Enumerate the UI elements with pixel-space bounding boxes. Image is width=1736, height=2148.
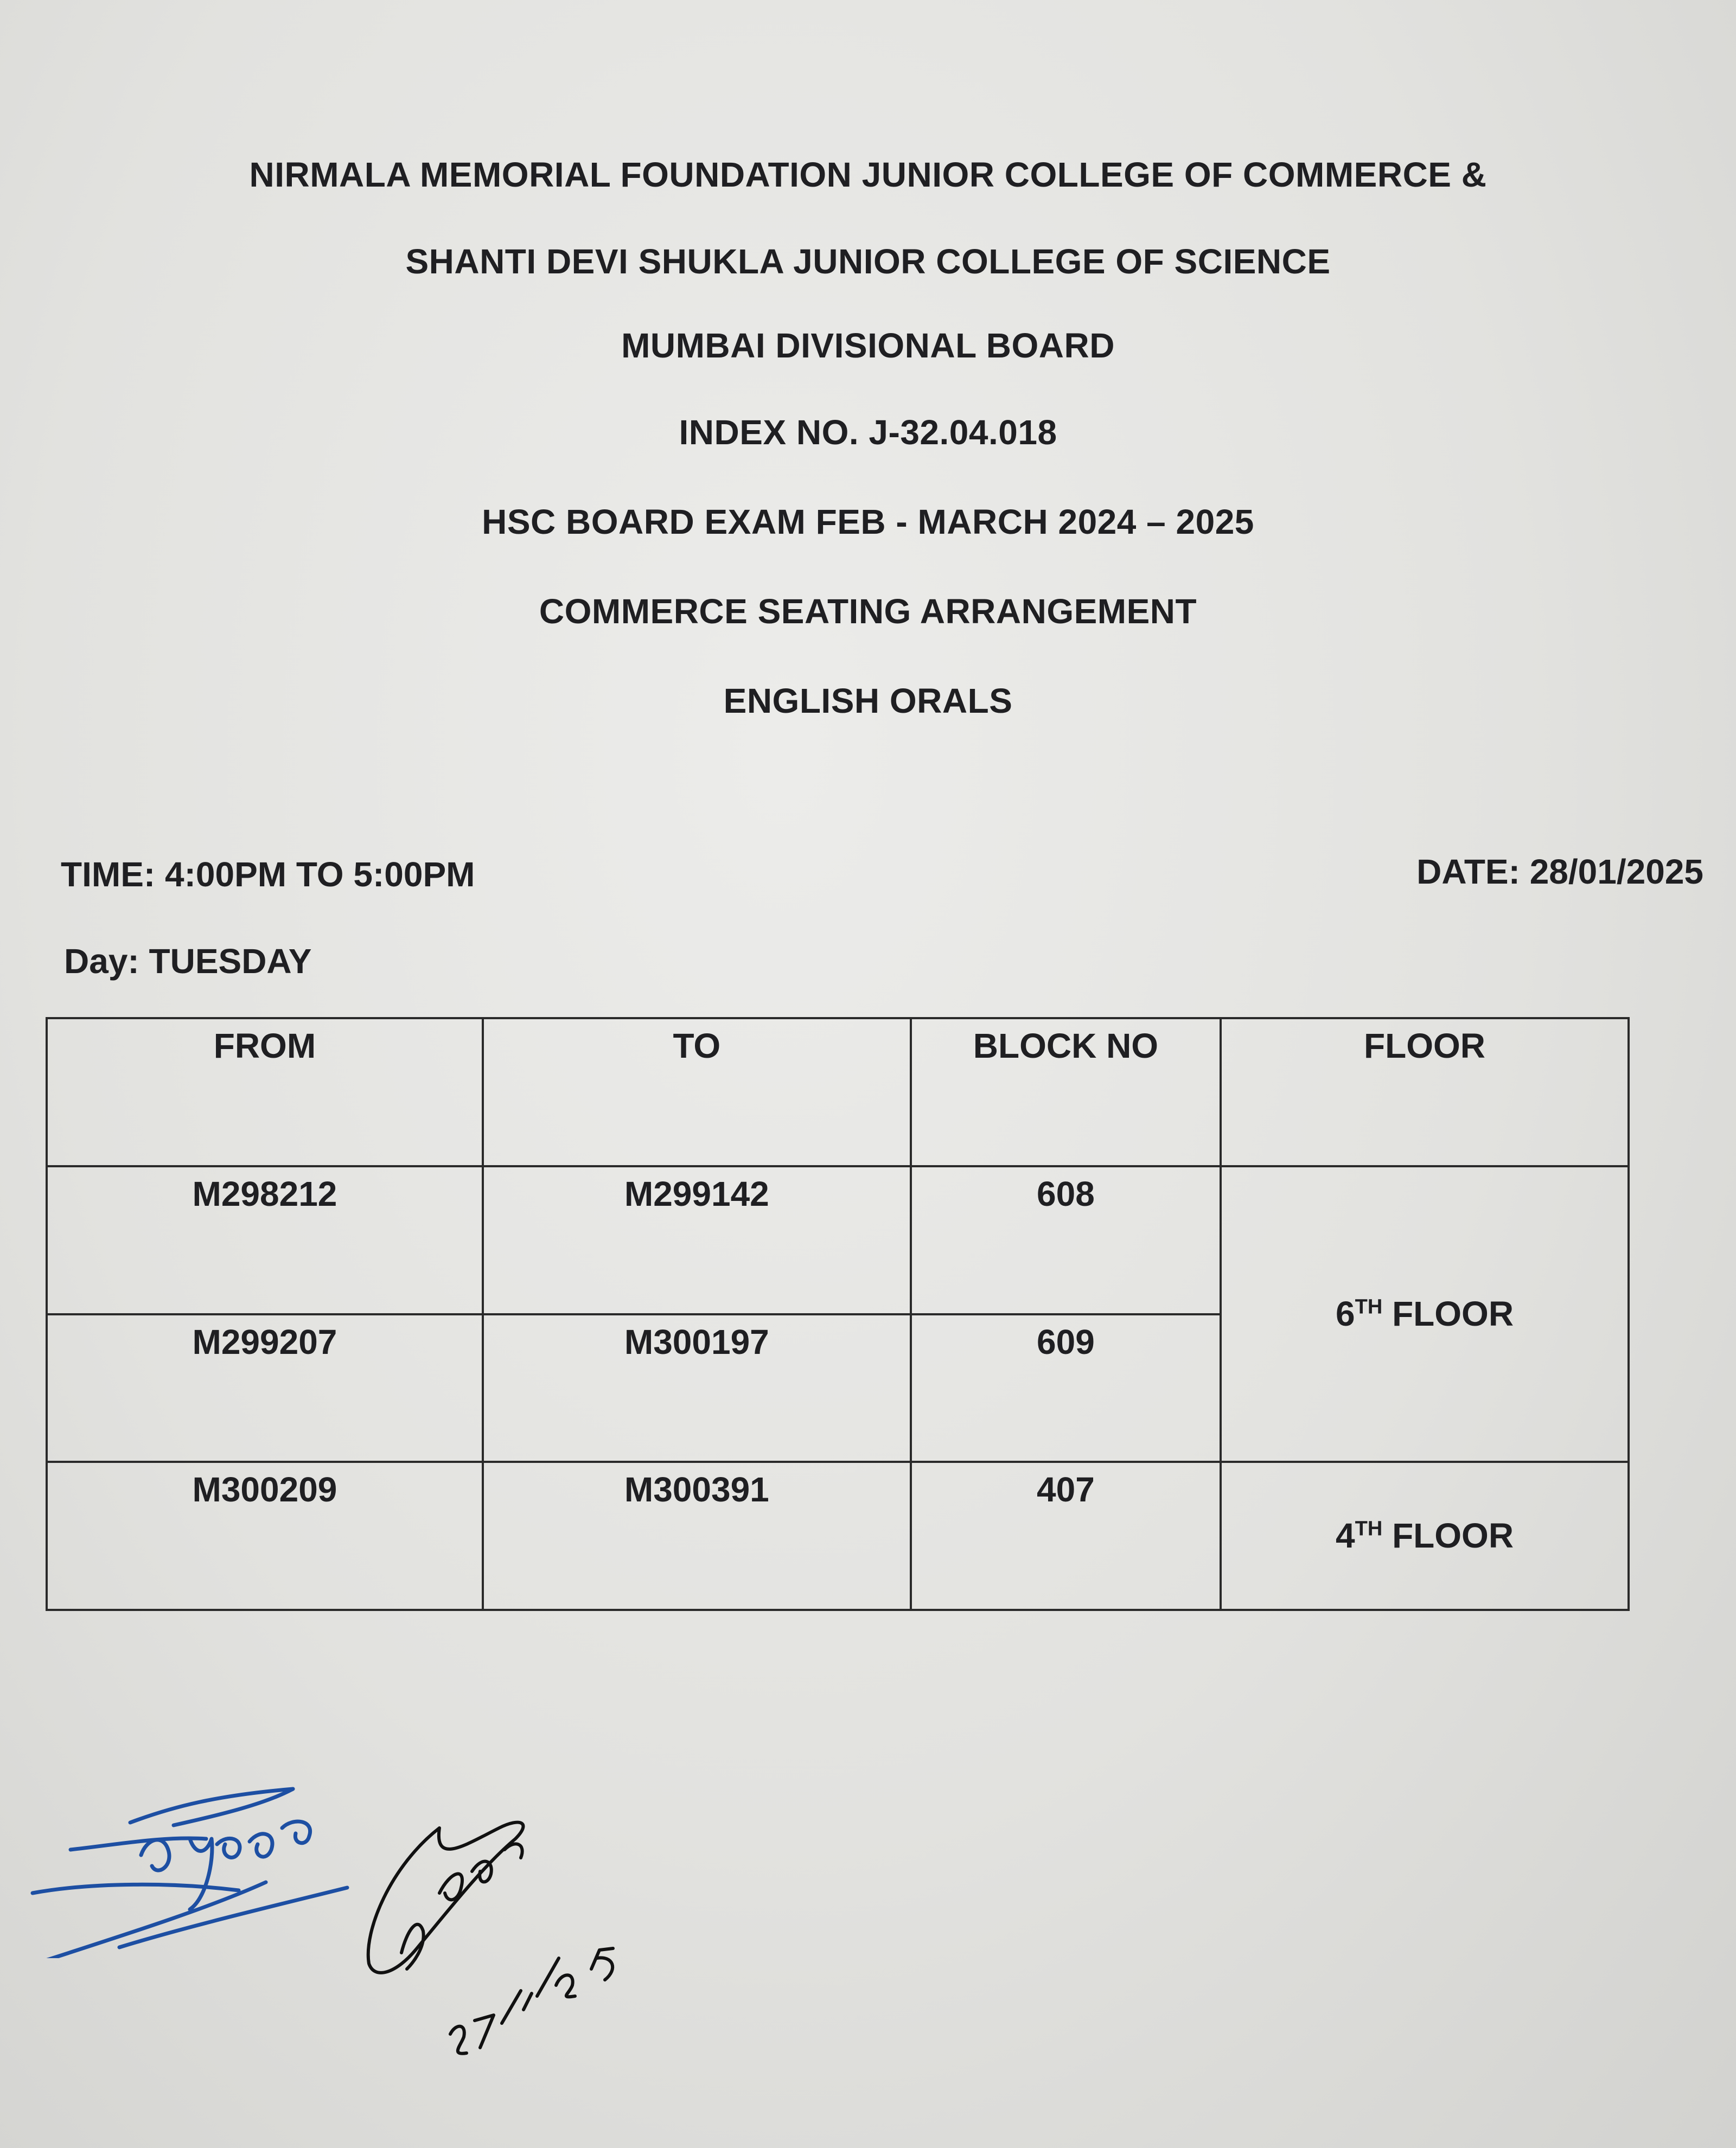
signature-black (358, 1806, 662, 2088)
exam-time: TIME: 4:00PM TO 5:00PM (61, 855, 475, 894)
to-cell: M300197 (483, 1314, 911, 1462)
floor-label: FLOOR (1392, 1294, 1514, 1333)
from-cell: M299207 (47, 1314, 483, 1462)
college-name-line-1: NIRMALA MEMORIAL FOUNDATION JUNIOR COLLEGE OF COMMERCE & (249, 155, 1487, 194)
from-cell: M298212 (47, 1166, 483, 1314)
table-row (47, 1462, 1629, 1610)
header-block-no: BLOCK NO (911, 1018, 1221, 1166)
header-from: FROM (47, 1018, 483, 1166)
block-cell: 407 (911, 1462, 1221, 1610)
floor-number: 6 (1336, 1294, 1355, 1333)
floor-label: FLOOR (1392, 1516, 1514, 1556)
exam-date: DATE: 28/01/2025 (1416, 852, 1703, 891)
floor-number: 4 (1336, 1516, 1355, 1556)
header-floor: FLOOR (1221, 1018, 1629, 1166)
subject-title: ENGLISH ORALS (723, 681, 1013, 720)
header-to: TO (483, 1018, 911, 1166)
from-cell: M300209 (47, 1462, 483, 1610)
floor-cell-6th (1221, 1166, 1629, 1462)
exam-day: Day: TUESDAY (64, 942, 312, 981)
seating-table (46, 1017, 1630, 1611)
table-header-row (47, 1018, 1629, 1166)
floor-cell-4th (1221, 1462, 1629, 1610)
college-name-line-2: SHANTI DEVI SHUKLA JUNIOR COLLEGE OF SCIENCE (405, 242, 1331, 281)
floor-suffix: TH (1355, 1295, 1383, 1319)
to-cell: M300391 (483, 1462, 911, 1610)
block-cell: 609 (911, 1314, 1221, 1462)
seating-title: COMMERCE SEATING ARRANGEMENT (539, 592, 1197, 631)
table-row (47, 1166, 1629, 1314)
exam-title: HSC BOARD EXAM FEB - MARCH 2024 – 2025 (482, 502, 1254, 541)
to-cell: M299142 (483, 1166, 911, 1314)
board-name: MUMBAI DIVISIONAL BOARD (621, 326, 1115, 365)
floor-suffix: TH (1355, 1517, 1383, 1540)
block-cell: 608 (911, 1166, 1221, 1314)
signature-blue (11, 1774, 358, 1958)
index-number: INDEX NO. J-32.04.018 (679, 413, 1057, 452)
